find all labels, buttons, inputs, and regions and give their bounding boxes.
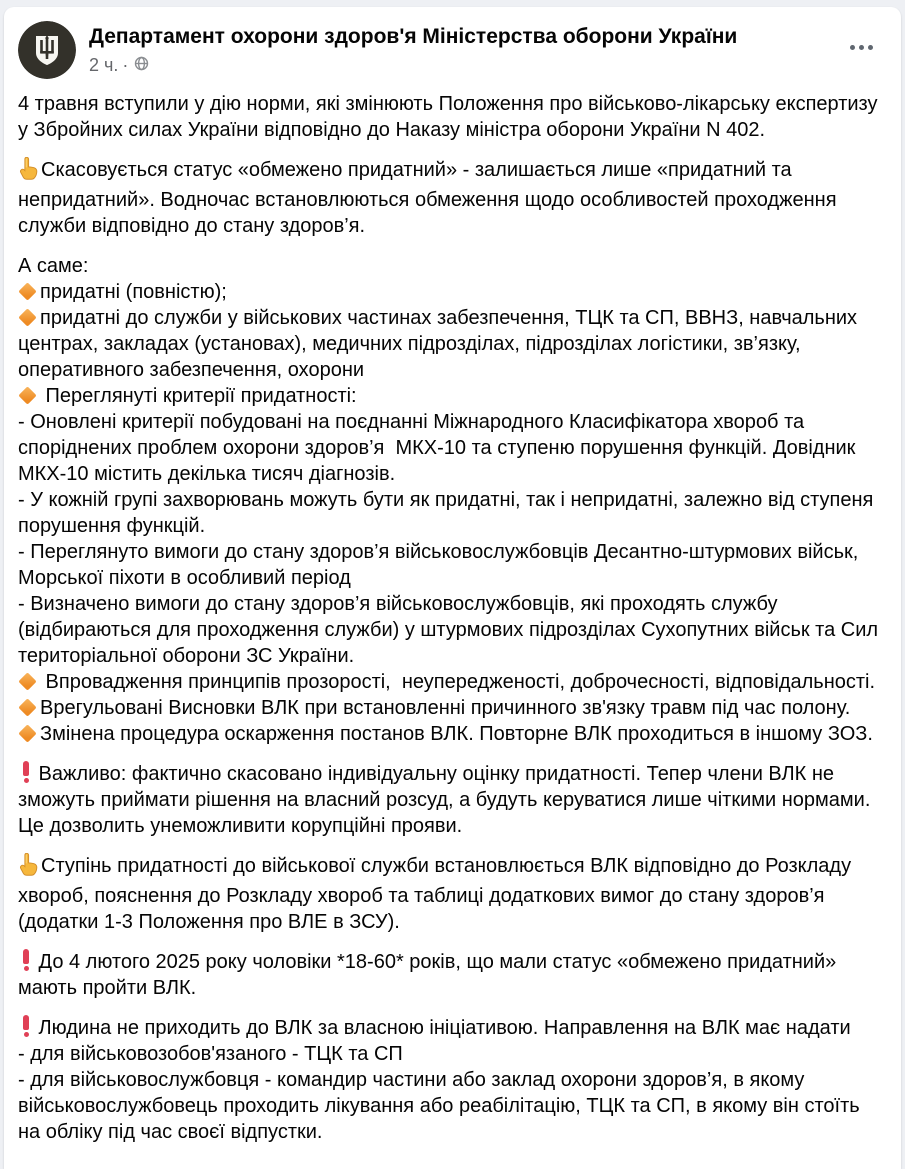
paragraph-text: Змінена процедура оскарження постанов ВЛК. Повторне ВЛК проходиться в іншому ЗОЗ.: [40, 723, 873, 745]
post-paragraph: [18, 91, 887, 143]
orange-diamond-icon: [18, 724, 36, 742]
post-paragraph: [18, 1067, 887, 1145]
ellipsis-dot: [859, 45, 864, 50]
trident-shield-emblem-icon: [18, 21, 76, 79]
paragraph-text: Переглянуті критерії придатності:: [40, 385, 357, 407]
globe-icon: [134, 56, 149, 74]
paragraph-text: А саме:: [18, 255, 89, 277]
paragraph-text: - У кожній групі захворювань можуть бути як придатні, так і непридатні, залежно від ступеня порушення функцій.: [18, 489, 879, 537]
meta-separator: ·: [122, 55, 129, 76]
post-header: [18, 21, 887, 79]
post-text: [18, 91, 887, 1145]
paragraph-text: Ступінь придатності до військової служби встановлюється ВЛК відповідно до Розкладу хвороб, пояснення до Розкладу хвороб та таблиці додаткових вимог до стану здоров’я (додатки 1-3 Положення про ВЛЕ в ЗСУ).: [18, 855, 857, 933]
red-exclamation-icon: [22, 1015, 30, 1038]
index-pointing-up-icon: [18, 157, 39, 187]
post-paragraph: [18, 695, 887, 721]
post-paragraph: [18, 669, 887, 695]
post-paragraph: [18, 409, 887, 487]
paragraph-text: - для військовозобов'язаного - ТЦК та СП: [18, 1043, 403, 1065]
page-name-link[interactable]: Департамент охорони здоров'я Міністерства оборони України: [89, 25, 738, 48]
paragraph-text: Важливо: фактично скасовано індивідуальну оцінку придатності. Тепер члени ВЛК не зможуть приймати рішення на власний розсуд, а будуть керуватися лише чіткими нормами. Це дозволить унеможливити корупційні прояви.: [18, 763, 876, 837]
post-paragraph: [18, 1041, 887, 1067]
post-paragraph: [18, 279, 887, 305]
post-paragraph: [18, 853, 887, 935]
post-paragraph: [18, 157, 887, 239]
post-paragraph: [18, 539, 887, 591]
paragraph-text: Скасовується статус «обмежено придатний» - залишається лише «придатний та непридатний». Водночас встановлюються обмеження щодо особливостей проходження служби відповідно до стану здоров’я.: [18, 159, 843, 237]
orange-diamond-icon: [18, 386, 36, 404]
post-paragraph: [18, 761, 887, 839]
ellipsis-dot: [868, 45, 873, 50]
paragraph-text: Врегульовані Висновки ВЛК при встановленні причинного зв'язку травм під час полону.: [40, 697, 851, 719]
post-meta: [89, 56, 737, 74]
orange-diamond-icon: [18, 282, 36, 300]
orange-diamond-icon: [18, 698, 36, 716]
paragraph-text: Впровадження принципів прозорості, неупередженості, доброчесності, відповідальності.: [40, 671, 876, 693]
paragraph-text: Людина не приходить до ВЛК за власною ініціативою. Направлення на ВЛК має надати: [33, 1017, 851, 1039]
page-avatar[interactable]: [18, 21, 76, 79]
post-paragraph: [18, 721, 887, 747]
post-paragraph: [18, 253, 887, 279]
paragraph-text: придатні до служби у військових частинах забезпечення, ТЦК та СП, ВВНЗ, навчальних центрах, закладах (установах), медичних підрозділах, підрозділах логістики, зв’язку, оперативного забезпечення, охорони: [18, 307, 863, 381]
paragraph-text: - для військовослужбовця - командир частини або заклад охорони здоров’я, в якому військовослужбовець проходить лікування або реабілітацію, ТЦК та СП, в якому він стоїть на обліку під час своєї відпустки.: [18, 1069, 866, 1143]
orange-diamond-icon: [18, 308, 36, 326]
post-paragraph: [18, 305, 887, 383]
post-paragraph: [18, 1015, 887, 1041]
paragraph-text: - Визначено вимоги до стану здоров’я військовослужбовців, які проходять службу (відбираються для проходження служби) у штурмових підрозділах Сухопутних військ та Сил територіальної оборони ЗС України.: [18, 593, 884, 667]
paragraph-text: придатні (повністю);: [40, 281, 227, 303]
post-paragraph: [18, 949, 887, 1001]
post-timestamp[interactable]: 2 ч.: [89, 55, 119, 76]
post-options-button[interactable]: [842, 37, 881, 58]
index-pointing-up-icon: [18, 853, 39, 883]
post-card: [4, 7, 901, 1169]
post-paragraph: [18, 487, 887, 539]
paragraph-text: 4 травня вступили у дію норми, які змінюють Положення про військово-лікарську експертизу у Збройних силах України відповідно до Наказу міністра оборони України N 402.: [18, 93, 884, 141]
post-header-text: [89, 21, 737, 74]
paragraph-text: - Переглянуто вимоги до стану здоров’я військовослужбовців Десантно-штурмових військ, Морської піхоти в особливий період: [18, 541, 864, 589]
post-paragraph: [18, 591, 887, 669]
orange-diamond-icon: [18, 672, 36, 690]
paragraph-text: До 4 лютого 2025 року чоловіки *18-60* років, що мали статус «обмежено придатний» мають пройти ВЛК.: [18, 951, 842, 999]
paragraph-text: - Оновлені критерії побудовані на поєднанні Міжнародного Класифікатора хвороб та споріднених проблем охорони здоров’я МКХ-10 та ступеню порушення функцій. Довідник МКХ-10 містить декілька тисяч діагнозів.: [18, 411, 861, 485]
post-paragraph: [18, 383, 887, 409]
red-exclamation-icon: [22, 761, 30, 784]
red-exclamation-icon: [22, 949, 30, 972]
ellipsis-dot: [850, 45, 855, 50]
